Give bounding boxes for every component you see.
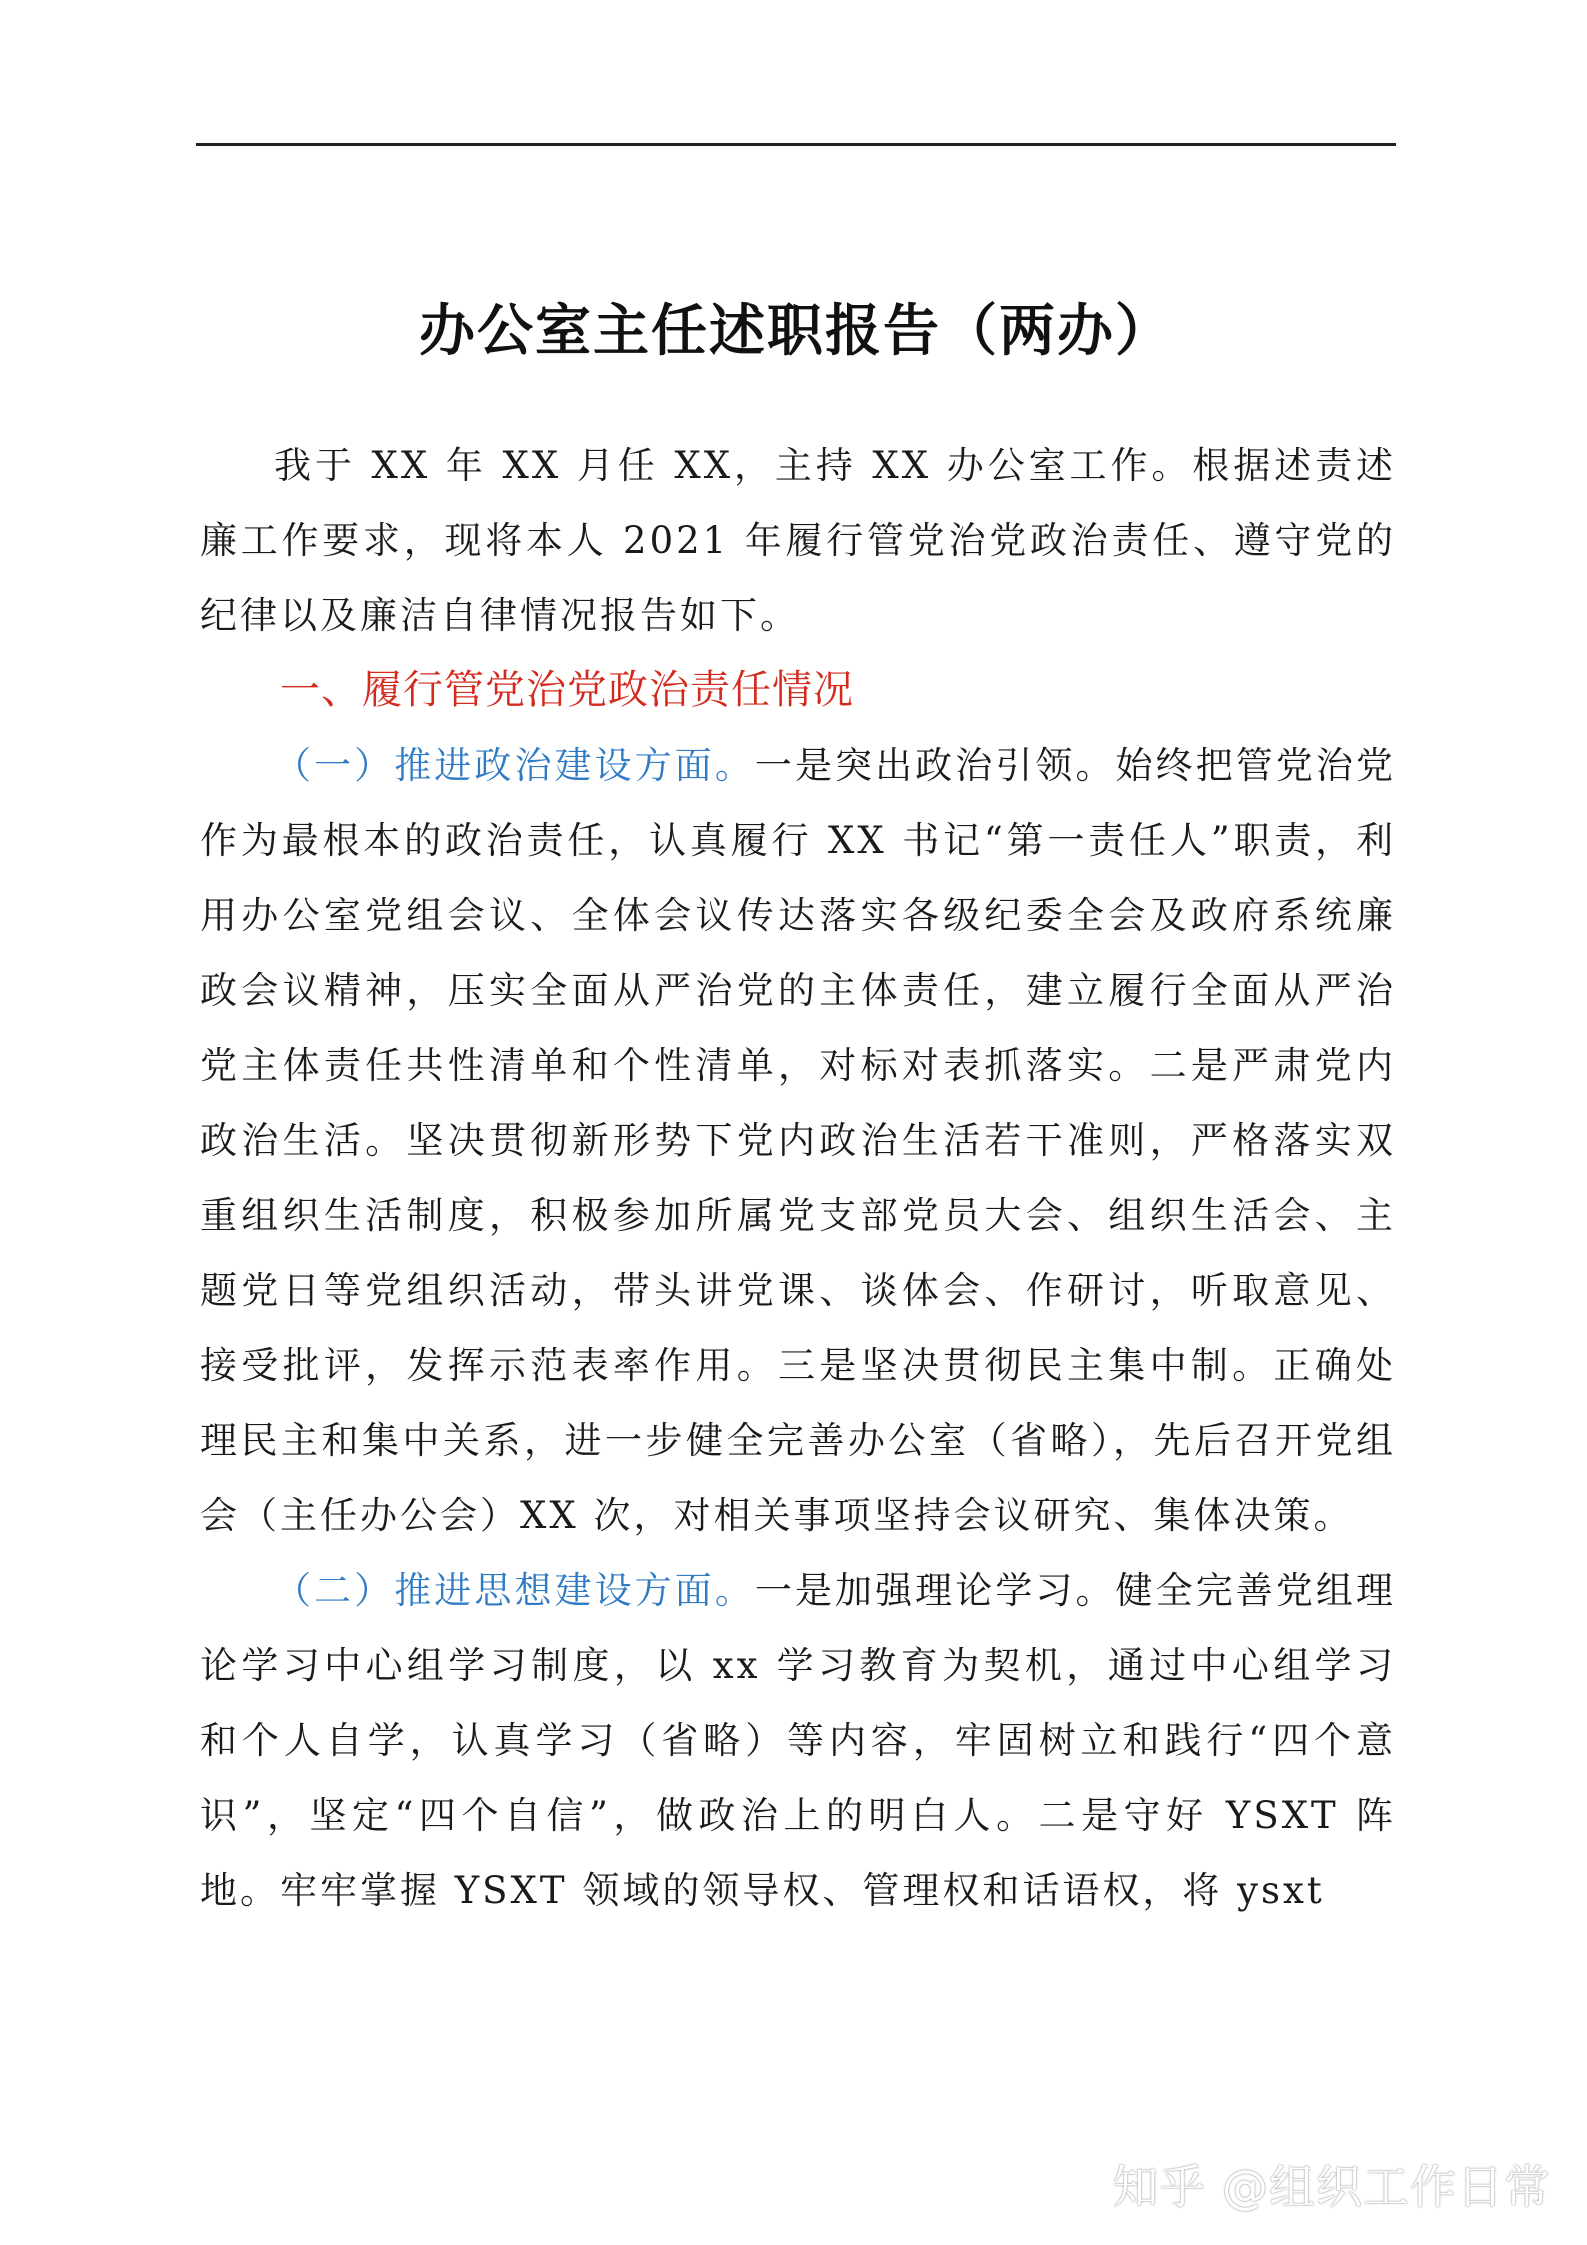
paragraph-ideological-construction [200, 1553, 1396, 1928]
subheading-ideological-construction: （二）推进思想建设方面。 [274, 1569, 755, 1612]
paragraph-political-construction-text: 一是突出政治引领。始终把管党治党作为最根本的政治责任，认真履行 XX 书记“第一责任人”职责，利用办公室党组会议、全体会议传达落实各级纪委全会及政府系统廉政会议精神，压实全面从严治党的主体责任，建立履行全面从严治党主体责任共性清单和个性清单，对标对表抓落实。二是严肃党内政治生活。坚决贯彻新形势下党内政治生活若干准则，严格落实双重组织生活制度，积极参加所属党支部党员大会、组织生活会、主题党日等党组织活动，带头讲党课、谈体会、作研讨，听取意见、接受批评，发挥示范表率作用。三是坚决贯彻民主集中制。正确处理民主和集中关系，进一步健全完善办公室（省略），先后召开党组会（主任办公会）XX 次，对相关事项坚持会议研究、集体决策。 [200, 744, 1397, 1537]
intro-paragraph: 我于 XX 年 XX 月任 XX，主持 XX 办公室工作。根据述责述廉工作要求，现将本人 2021 年履行管党治党政治责任、遵守党的纪律以及廉洁自律情况报告如下。 [200, 444, 1396, 637]
header-rule [196, 143, 1396, 146]
paragraph-ideological-construction-text: 一是加强理论学习。健全完善党组理论学习中心组学习制度，以 xx 学习教育为契机，通过中心组学习和个人自学，认真学习（省略）等内容，牢固树立和践行“四个意识”，坚定“四个自信”，做政治上的明白人。二是守好 YSXT 阵地。牢牢掌握 YSXT 领域的领导权、管理权和话语权，将 ysxt [200, 1569, 1397, 1912]
zhihu-watermark: 知乎 @组织工作日常 [1112, 2160, 1551, 2214]
subheading-political-construction: （一）推进政治建设方面。 [274, 744, 755, 787]
document-body [200, 428, 1396, 1928]
section-heading: 一、履行管党治党政治责任情况 [280, 667, 854, 713]
document-title: 办公室主任述职报告（两办） [419, 299, 1173, 364]
paragraph-political-construction [200, 728, 1396, 1553]
